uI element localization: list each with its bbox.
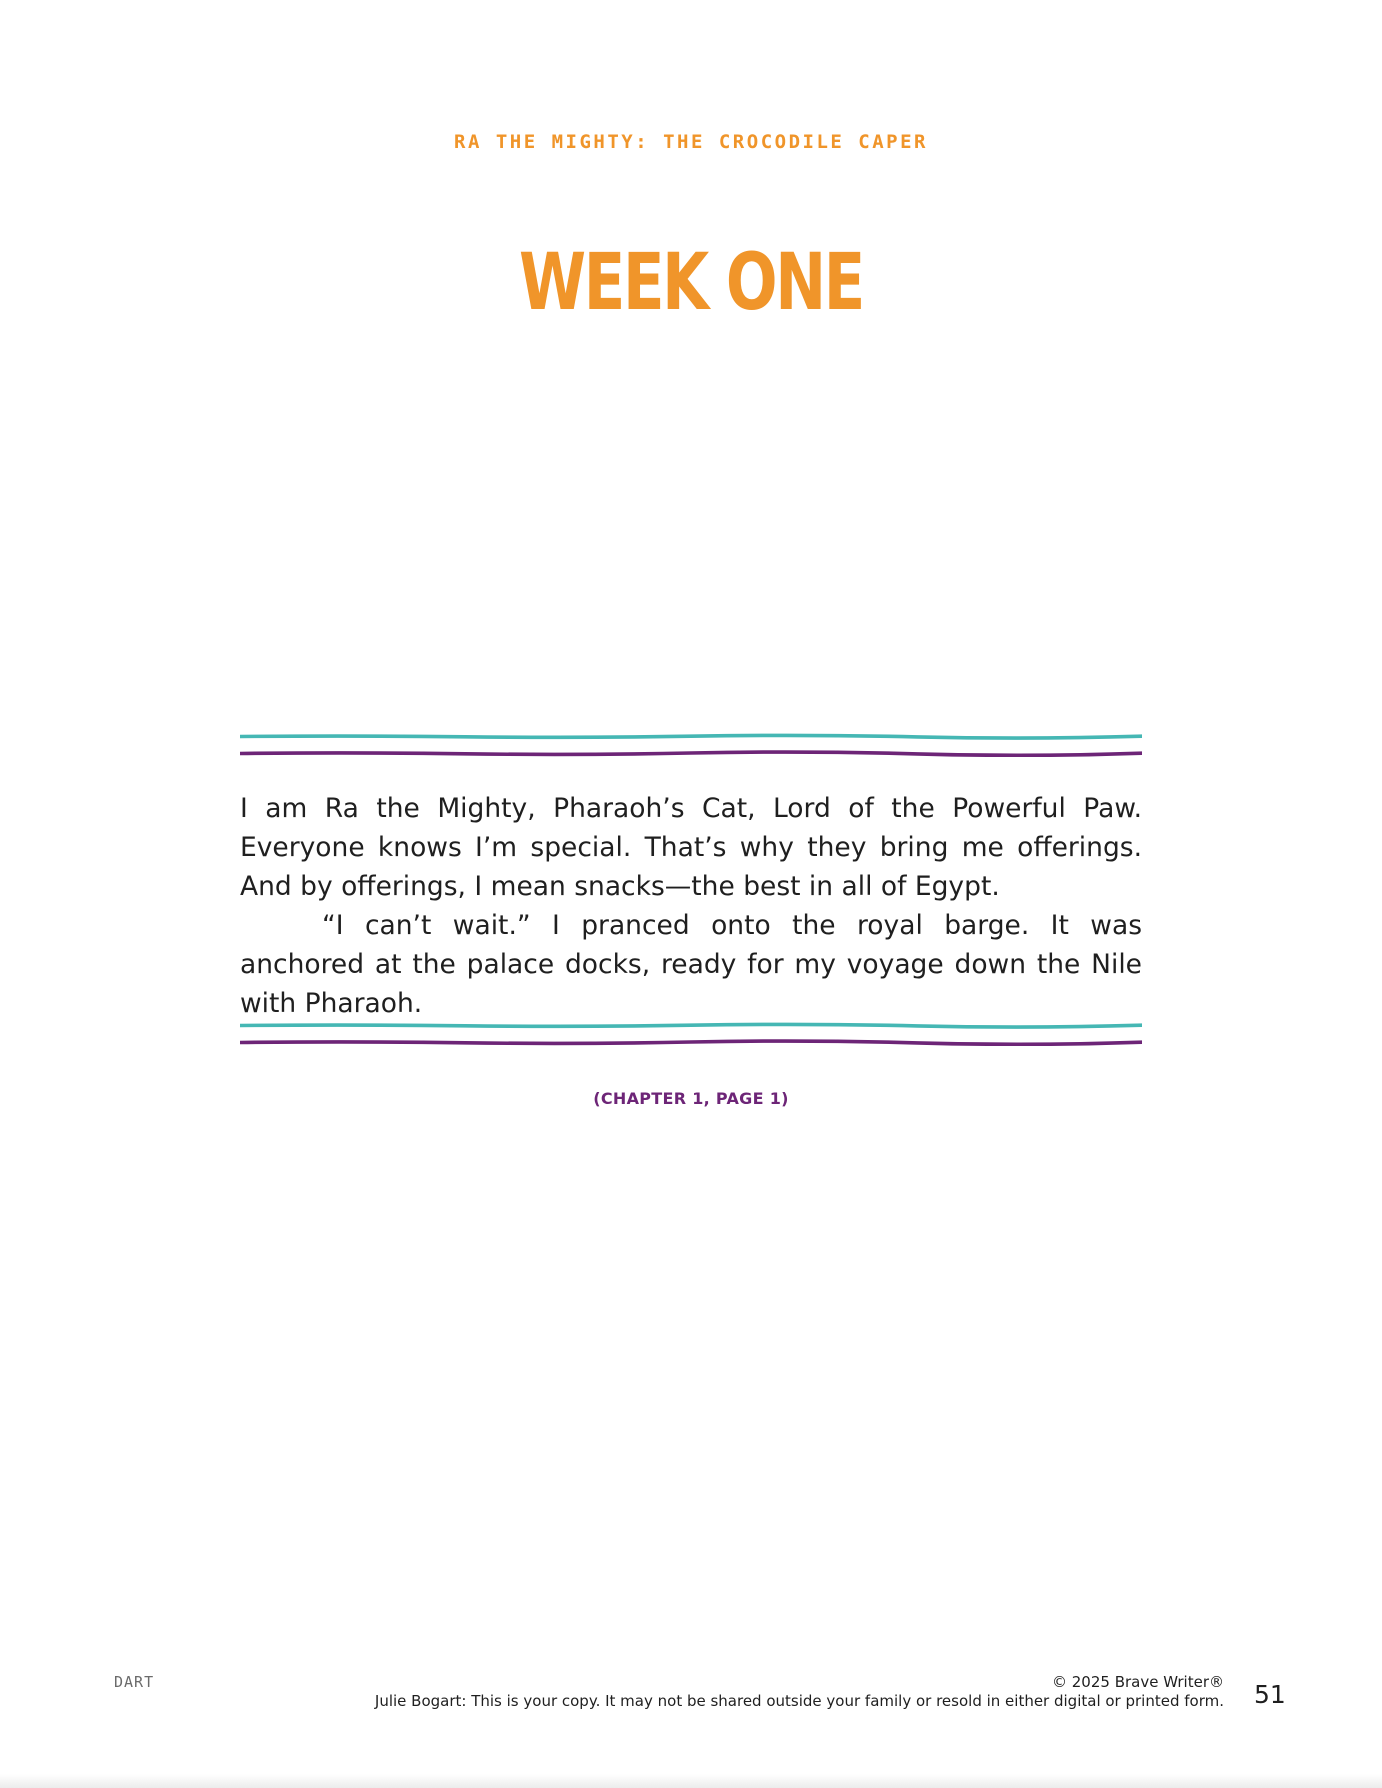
running-title: RA THE MIGHTY: THE CROCODILE CAPER [454, 131, 928, 153]
teal-wavy-line [240, 735, 1142, 738]
page-number: 51 [1254, 1680, 1286, 1709]
license-notice: Julie Bogart: This is your copy. It may not be shared outside your family or resold in either digital or printed form. [374, 1692, 1224, 1710]
purple-wavy-line [240, 1041, 1142, 1044]
bottom-divider-rule [240, 1022, 1142, 1046]
week-title: WEEK ONE [518, 238, 864, 328]
chapter-citation: (CHAPTER 1, PAGE 1) [593, 1089, 789, 1108]
teal-wavy-line [240, 1024, 1142, 1027]
top-divider-rule [240, 733, 1142, 757]
passage-paragraph-2: “I can’t wait.” I pranced onto the royal barge. It was anchored at the palace docks, ready for my voyage down the Nile with Pharaoh. [240, 910, 1142, 1019]
copyright-line: © 2025 Brave Writer® [1051, 1673, 1224, 1691]
footer-mark: DART [114, 1673, 155, 1691]
page-edge-shadow [0, 1774, 1382, 1788]
footer-copyright-block [375, 1673, 1224, 1711]
story-passage [240, 789, 1142, 1023]
passage-paragraph-1: I am Ra the Mighty, Pharaoh’s Cat, Lord of the Powerful Paw. Everyone knows I’m special. That’s why they bring me offerings. And by offerings, I mean snacks—the best in all of Egypt. [240, 793, 1142, 902]
purple-wavy-line [240, 752, 1142, 755]
